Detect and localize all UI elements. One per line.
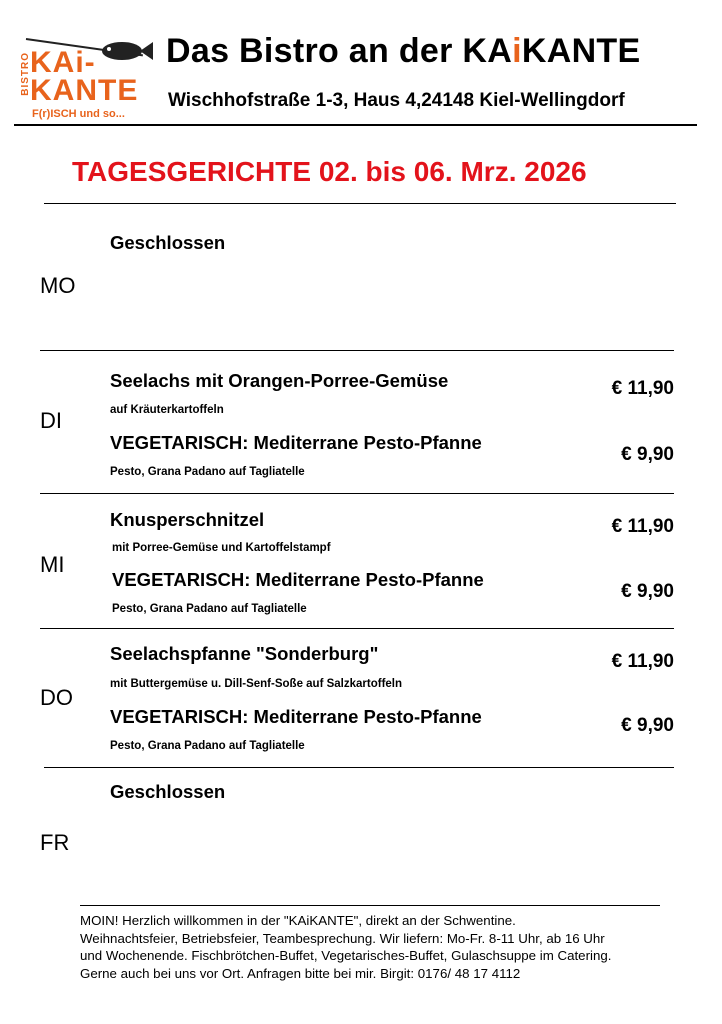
- day-label-di: DI: [40, 408, 62, 433]
- mo-dish: Geschlossen: [110, 232, 226, 253]
- brand-i: i: [512, 32, 522, 70]
- day-divider: [40, 493, 674, 494]
- day-label-fr: FR: [40, 830, 70, 855]
- logo-bistro-text: BISTRO: [20, 52, 31, 96]
- day-label-do: DO: [40, 685, 73, 710]
- header-divider: [14, 124, 697, 126]
- bistro-logo: [14, 30, 154, 125]
- title-divider: [44, 203, 676, 204]
- logo-tagline: F(r)ISCH und so...: [32, 108, 125, 120]
- do-dish1: Seelachspfanne "Sonderburg": [110, 643, 379, 664]
- mi-desc2: Pesto, Grana Padano auf Tagliatelle: [112, 603, 307, 615]
- logo-line2: KANTE: [30, 74, 139, 107]
- do-price2: € 9,90: [621, 715, 674, 736]
- mi-dish2: VEGETARISCH: Mediterrane Pesto-Pfanne: [112, 569, 484, 590]
- brand-ka: KA: [462, 32, 513, 70]
- footer-line: MOIN! Herzlich willkommen in der "KAiKANTE", direkt an der Schwentine.: [80, 913, 516, 928]
- di-price1: € 11,90: [611, 378, 674, 399]
- footer-line: Gerne auch bei uns vor Ort. Anfragen bitte bei mir. Birgit: 0176/ 48 17 4112: [80, 965, 521, 981]
- footer-divider: [80, 905, 660, 906]
- mi-price1: € 11,90: [611, 516, 674, 537]
- fr-dish: Geschlossen: [110, 781, 226, 802]
- footer-note: [80, 912, 680, 982]
- logo-line1: KAi-: [30, 46, 96, 79]
- mi-dish1: Knusperschnitzel: [110, 509, 265, 530]
- footer-line: Weihnachtsfeier, Betriebsfeier, Teambesprechung. Wir liefern: Mo-Fr. 8-11 Uhr, ab 16 Uhr: [80, 930, 605, 946]
- header-address: Wischhofstraße 1-3, Haus 4,24148 Kiel-Wellingdorf: [168, 90, 625, 111]
- header-title: [166, 32, 640, 71]
- day-divider: [40, 350, 674, 351]
- do-price1: € 11,90: [611, 651, 674, 672]
- di-desc2: Pesto, Grana Padano auf Tagliatelle: [110, 466, 305, 478]
- day-divider: [40, 628, 674, 629]
- di-dish2: VEGETARISCH: Mediterrane Pesto-Pfanne: [110, 432, 482, 453]
- day-divider: [44, 767, 674, 768]
- day-label-mo: MO: [40, 273, 76, 298]
- fish-icon: [98, 38, 154, 64]
- do-desc2: Pesto, Grana Padano auf Tagliatelle: [110, 740, 305, 752]
- footer-line: und Wochenende. Fischbrötchen-Buffet, Vegetarisches-Buffet, Gulaschsuppe im Catering.: [80, 948, 612, 963]
- do-dish2: VEGETARISCH: Mediterrane Pesto-Pfanne: [110, 706, 482, 727]
- do-desc1: mit Buttergemüse u. Dill-Senf-Soße auf Salzkartoffeln: [110, 678, 403, 690]
- header-title-prefix: Das Bistro an der: [166, 32, 463, 70]
- di-price2: € 9,90: [621, 444, 674, 465]
- di-desc1: auf Kräuterkartoffeln: [110, 404, 224, 416]
- di-dish1: Seelachs mit Orangen-Porree-Gemüse: [110, 370, 449, 391]
- day-label-mi: MI: [40, 552, 65, 577]
- menu-title: TAGESGERICHTE 02. bis 06. Mrz. 2026: [72, 156, 587, 187]
- mi-price2: € 9,90: [621, 581, 674, 602]
- brand-kante: KANTE: [521, 32, 641, 70]
- mi-desc1: mit Porree-Gemüse und Kartoffelstampf: [112, 542, 331, 554]
